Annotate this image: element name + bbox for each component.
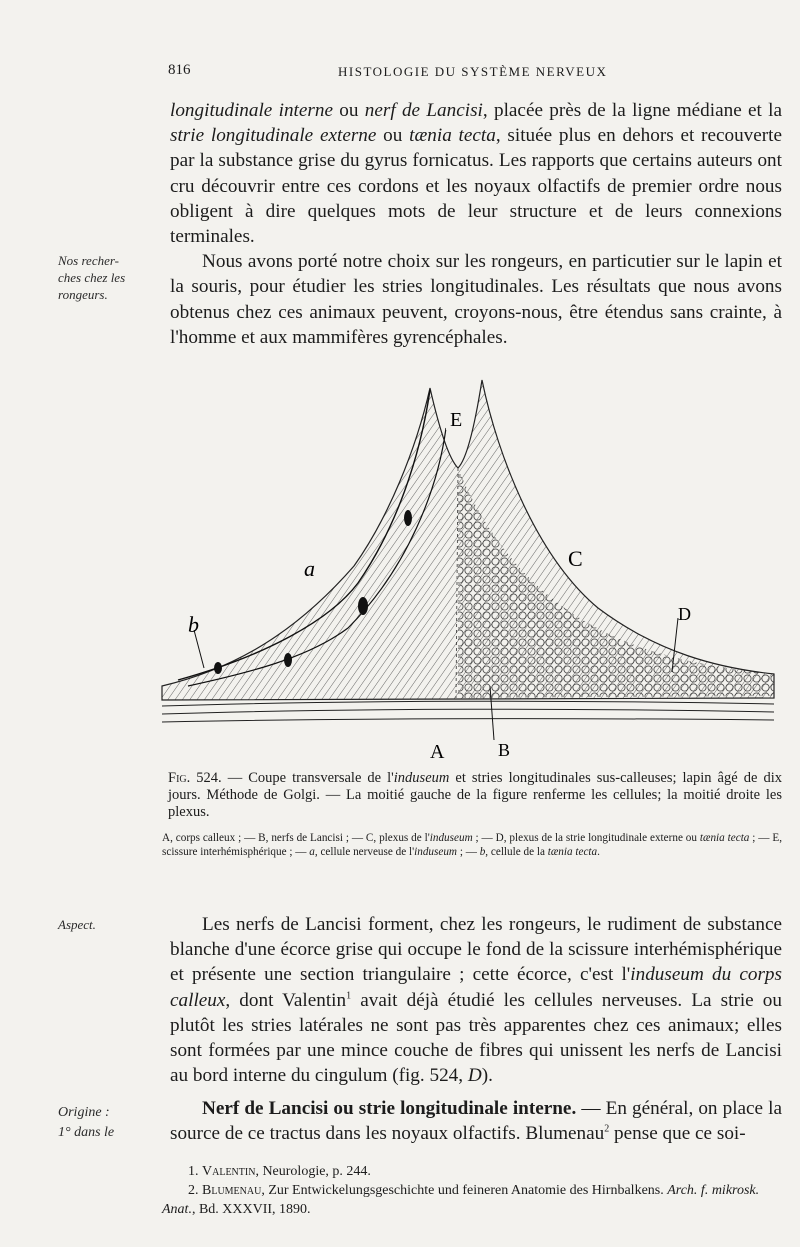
- text-run: , située plus en dehors et recouverte par la substance grise du gyrus fornicatus. Les rapports que certains auteurs ont cru découvrir entre ces cordons et les noyaux olfactifs de premier ordre nous obligent à dire quelques mots de leur structure et de leurs connexions terminales.: [170, 125, 783, 248]
- text-run: ; — E, scissure interhémisphérique ; —: [162, 832, 782, 858]
- label-A: A: [430, 741, 445, 763]
- nerve-cell: [284, 653, 292, 667]
- corpus-callosum-line: [162, 701, 774, 706]
- sidenote-line: rongeurs.: [58, 287, 108, 302]
- text-run: induseum: [393, 770, 450, 786]
- sidenote-aspect: [58, 916, 96, 933]
- text-run: , Neurologie, p. 244.: [255, 1164, 371, 1179]
- text-run: induseum: [429, 832, 473, 844]
- footnote-author: Blumenau: [202, 1183, 262, 1198]
- section-heading: Nerf de Lancisi ou strie longitudinale interne.: [202, 1098, 577, 1119]
- nerve-cell: [214, 662, 222, 674]
- text-run: ; — D, plexus de la strie longitudinale externe ou: [472, 832, 700, 844]
- text-run: , cellule de la: [485, 845, 548, 858]
- label-c: C: [568, 546, 583, 571]
- text-run: ou: [376, 125, 410, 147]
- text-run: pense que ce soi-: [609, 1123, 746, 1145]
- text-run: ; —: [457, 845, 480, 858]
- text-run: induseum: [414, 845, 458, 858]
- footnotes: [162, 1162, 782, 1219]
- sidenote-line: Origine :: [58, 1105, 110, 1120]
- paragraph-rongeurs: Nous avons porté notre choix sur les rongeurs, en particutier sur le lapin et la souris, pour étudier les stries longitudinales. Les résultats que nous avons obtenus chez ces animaux peuvent, croyons-nous, être étendus sans crainte, à l'homme et aux mammifères gyrencéphales.: [170, 251, 782, 348]
- sidenote-origine: [58, 1103, 114, 1143]
- label-a: a: [304, 556, 315, 581]
- figure-legend: [162, 832, 782, 860]
- nerve-cell: [404, 510, 412, 526]
- sidenote-line: 1° dans le: [58, 1125, 115, 1140]
- term: strie longitudinale externe: [170, 125, 377, 147]
- figure-induseum: [158, 368, 782, 768]
- text-run: et stries longitudinales sus-calleuses; lapin âgé de dix jours. Méthode de Golgi. — La moitié gauche de la figure renferme les cellules; la moitié droite les plexus.: [168, 770, 782, 820]
- term: longitudinale interne: [170, 100, 333, 121]
- sidenote-line: Nos recher-: [58, 253, 119, 268]
- paragraph-origine: [170, 1096, 782, 1146]
- induseum-illustration: [158, 368, 782, 768]
- sidenote-line: Aspect.: [58, 917, 96, 932]
- footnote-author: Valentin: [202, 1164, 256, 1179]
- text-run: , placée près de la ligne médiane et la: [482, 100, 783, 121]
- text-run: — Coupe transversale de l': [221, 770, 394, 786]
- text-run: — En général, on place la source de ce tractus dans les noyaux olfactifs. Blumenau: [170, 1098, 782, 1145]
- text-run: A, corps calleux ; — B, nerfs de Lancisi ; — C, plexus de l': [162, 832, 430, 844]
- footnote-number: 1.: [188, 1164, 202, 1179]
- corpus-callosum-line: [162, 719, 774, 722]
- running-title: HISTOLOGIE DU SYSTÈME NERVEUX: [338, 64, 608, 79]
- corpus-callosum-line: [162, 709, 774, 714]
- footnote-2: [162, 1181, 782, 1219]
- text-run: Les nerfs de Lancisi forment, chez les rongeurs, le rudiment de substance blanche d'une écorce grise qui occupe le fond de la scissure interhémisphérique et présente une section triangulaire ; cette écorce, c'est l': [170, 914, 782, 986]
- text-run: , Zur Entwickelungsgeschichte und feineren Anatomie des Hirnbalkens.: [261, 1183, 668, 1198]
- term: nerf de Lancisi: [364, 100, 483, 121]
- paragraph-aspect: [170, 912, 782, 1088]
- text-run: ou: [332, 100, 365, 121]
- term: tænia tecta: [409, 125, 496, 147]
- text-run: ).: [481, 1065, 493, 1087]
- text-run: , Bd. XXXVII, 1890.: [191, 1202, 311, 1217]
- text-run: tænia tecta: [699, 832, 750, 844]
- text-run: , dont Valentin: [225, 989, 347, 1011]
- text-run: tænia tecta: [547, 845, 598, 858]
- label-e: E: [450, 409, 463, 431]
- page-number: 816: [168, 62, 191, 78]
- label-b: b: [188, 612, 199, 637]
- sidenote-line: ches chez les: [58, 270, 126, 285]
- text-run: b: [479, 845, 486, 858]
- footnote-ref: 1: [346, 990, 352, 1002]
- text-run: , cellule nerveuse de l': [314, 845, 415, 858]
- footnote-ref: 2: [604, 1123, 610, 1135]
- label-d: D: [678, 604, 691, 624]
- text-run: induseum du corps calleux: [170, 964, 782, 1011]
- figure-number: Fig. 524.: [168, 770, 222, 786]
- text-run: D: [467, 1065, 482, 1087]
- label-B: B: [498, 740, 511, 760]
- footnote-journal: Arch. f. mikrosk. Anat.: [162, 1183, 760, 1217]
- paragraph-strie-intro: [170, 98, 782, 350]
- sidenote-nos-recherches: [58, 252, 125, 303]
- text-run: avait déjà étudié les cellules nerveuses. La strie ou plutôt les stries latérales ne sont pas très apparentes chez ces animaux; elles sont formées par une mince couche de fibres qui unissent les nerfs de Lancisi au bord interne du cingulum (fig. 524,: [170, 989, 782, 1087]
- footnote-1: [162, 1162, 782, 1181]
- figure-caption: [168, 770, 782, 821]
- nerve-cell: [358, 597, 368, 615]
- text-run: .: [597, 845, 600, 858]
- text-run: a: [309, 845, 315, 858]
- footnote-number: 2.: [188, 1183, 202, 1198]
